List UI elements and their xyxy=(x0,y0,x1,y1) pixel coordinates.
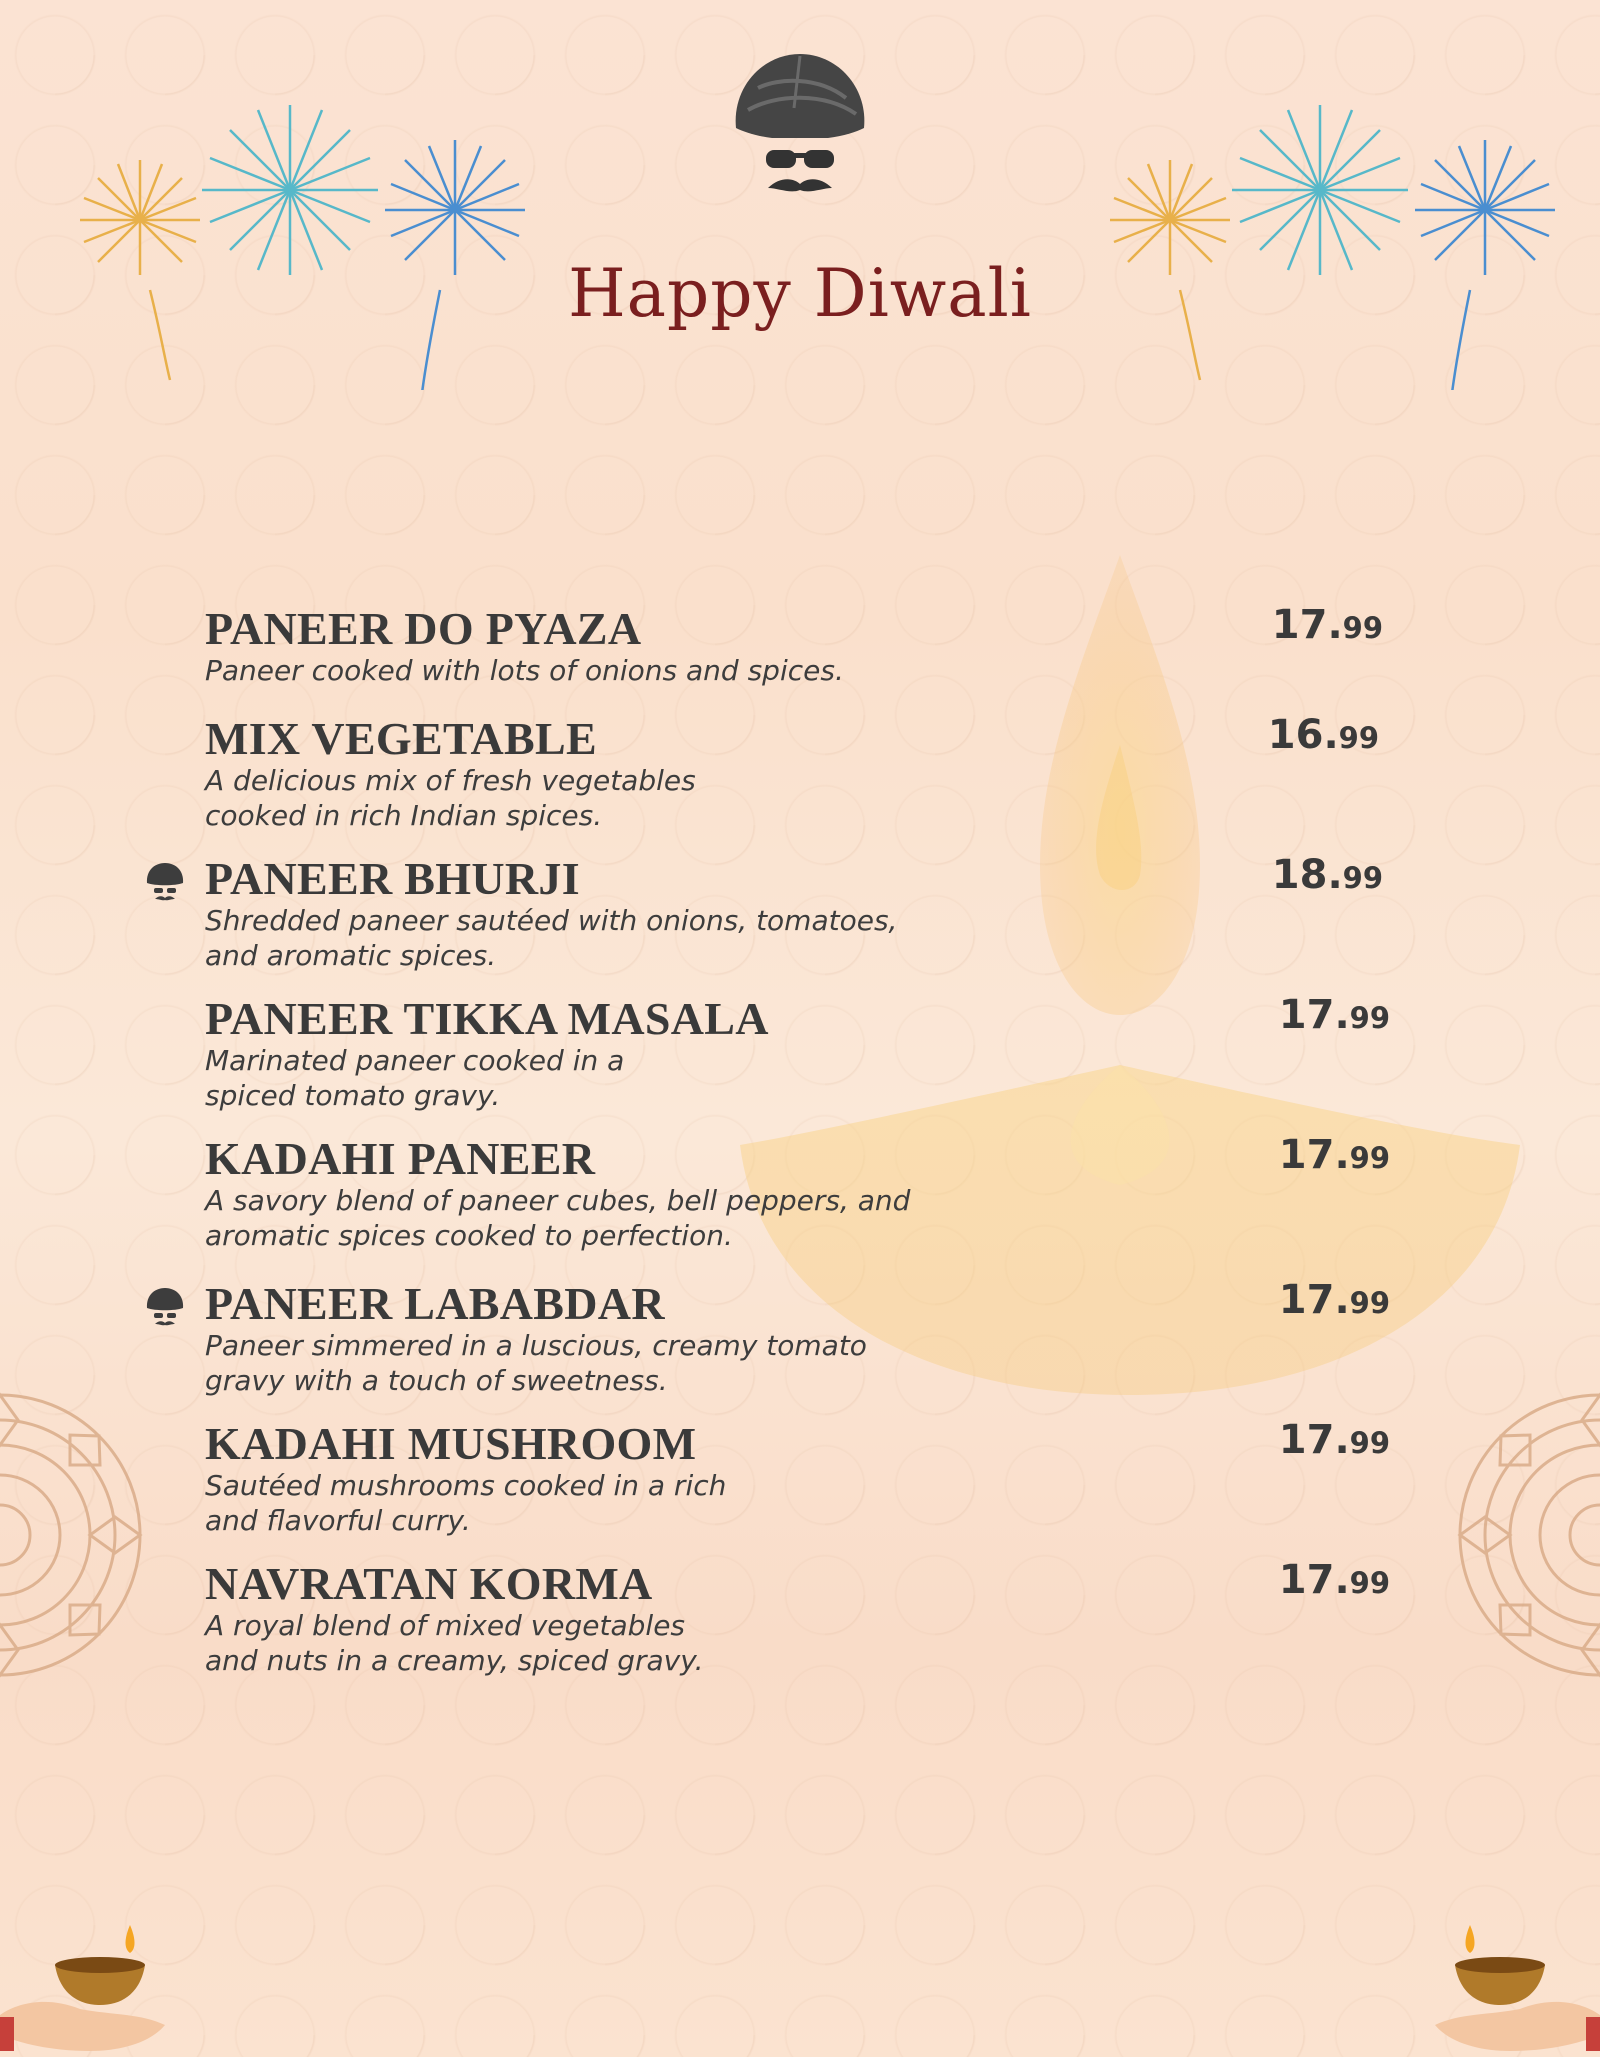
item-price: 17.99 xyxy=(1278,1557,1390,1603)
item-name: NAVRATAN KORMA xyxy=(205,1558,653,1609)
item-description: A savory blend of paneer cubes, bell peppers, and aromatic spices cooked to perfection. xyxy=(205,1184,911,1252)
mandala-right-icon xyxy=(1450,1370,1600,1700)
page-title: Happy Diwali xyxy=(568,255,1032,332)
item-description: Marinated paneer cooked in a spiced tomato gravy. xyxy=(205,1044,625,1112)
chef-special-icon xyxy=(145,1286,185,1330)
item-description: A royal blend of mixed vegetables and nuts in a creamy, spiced gravy. xyxy=(205,1609,704,1677)
hand-diya-right-icon xyxy=(1430,1905,1600,2057)
hand-diya-left-icon xyxy=(0,1905,170,2057)
item-name: PANEER DO PYAZA xyxy=(205,603,642,654)
item-description: Paneer simmered in a luscious, creamy tomato gravy with a touch of sweetness. xyxy=(205,1329,867,1397)
item-description: Sautéed mushrooms cooked in a rich and flavorful curry. xyxy=(205,1469,727,1537)
menu-item xyxy=(205,1132,1395,1280)
item-description: Shredded paneer sautéed with onions, tomatoes, and aromatic spices. xyxy=(205,904,898,972)
menu-item xyxy=(205,712,1395,855)
menu-item xyxy=(205,1277,1395,1420)
item-price: 17.99 xyxy=(1278,1417,1390,1463)
item-description: A delicious mix of fresh vegetables cooked in rich Indian spices. xyxy=(205,764,696,832)
fireworks-left-icon xyxy=(70,90,540,390)
menu-item xyxy=(205,602,1395,715)
menu-list xyxy=(205,602,1395,1680)
turban-mustache-logo-icon xyxy=(728,48,872,204)
menu-item xyxy=(205,992,1395,1135)
item-price: 17.99 xyxy=(1278,992,1390,1038)
fireworks-right-icon xyxy=(1100,90,1570,390)
item-name: KADAHI PANEER xyxy=(205,1133,596,1184)
item-name: KADAHI MUSHROOM xyxy=(205,1418,697,1469)
item-description: Paneer cooked with lots of onions and spices. xyxy=(205,654,844,687)
item-price: 17.99 xyxy=(1278,1132,1390,1178)
mandala-left-icon xyxy=(0,1370,150,1700)
item-price: 17.99 xyxy=(1278,1277,1390,1323)
item-price: 18.99 xyxy=(1271,852,1383,898)
item-name: MIX VEGETABLE xyxy=(205,713,598,764)
item-name: PANEER TIKKA MASALA xyxy=(205,993,769,1044)
item-price: 16.99 xyxy=(1267,712,1379,758)
menu-item xyxy=(205,1417,1395,1560)
item-price: 17.99 xyxy=(1271,602,1383,648)
item-name: PANEER BHURJI xyxy=(205,853,580,904)
item-name: PANEER LABABDAR xyxy=(205,1278,665,1329)
menu-item xyxy=(205,852,1395,995)
chef-special-icon xyxy=(145,861,185,905)
menu-item xyxy=(205,1557,1395,1680)
